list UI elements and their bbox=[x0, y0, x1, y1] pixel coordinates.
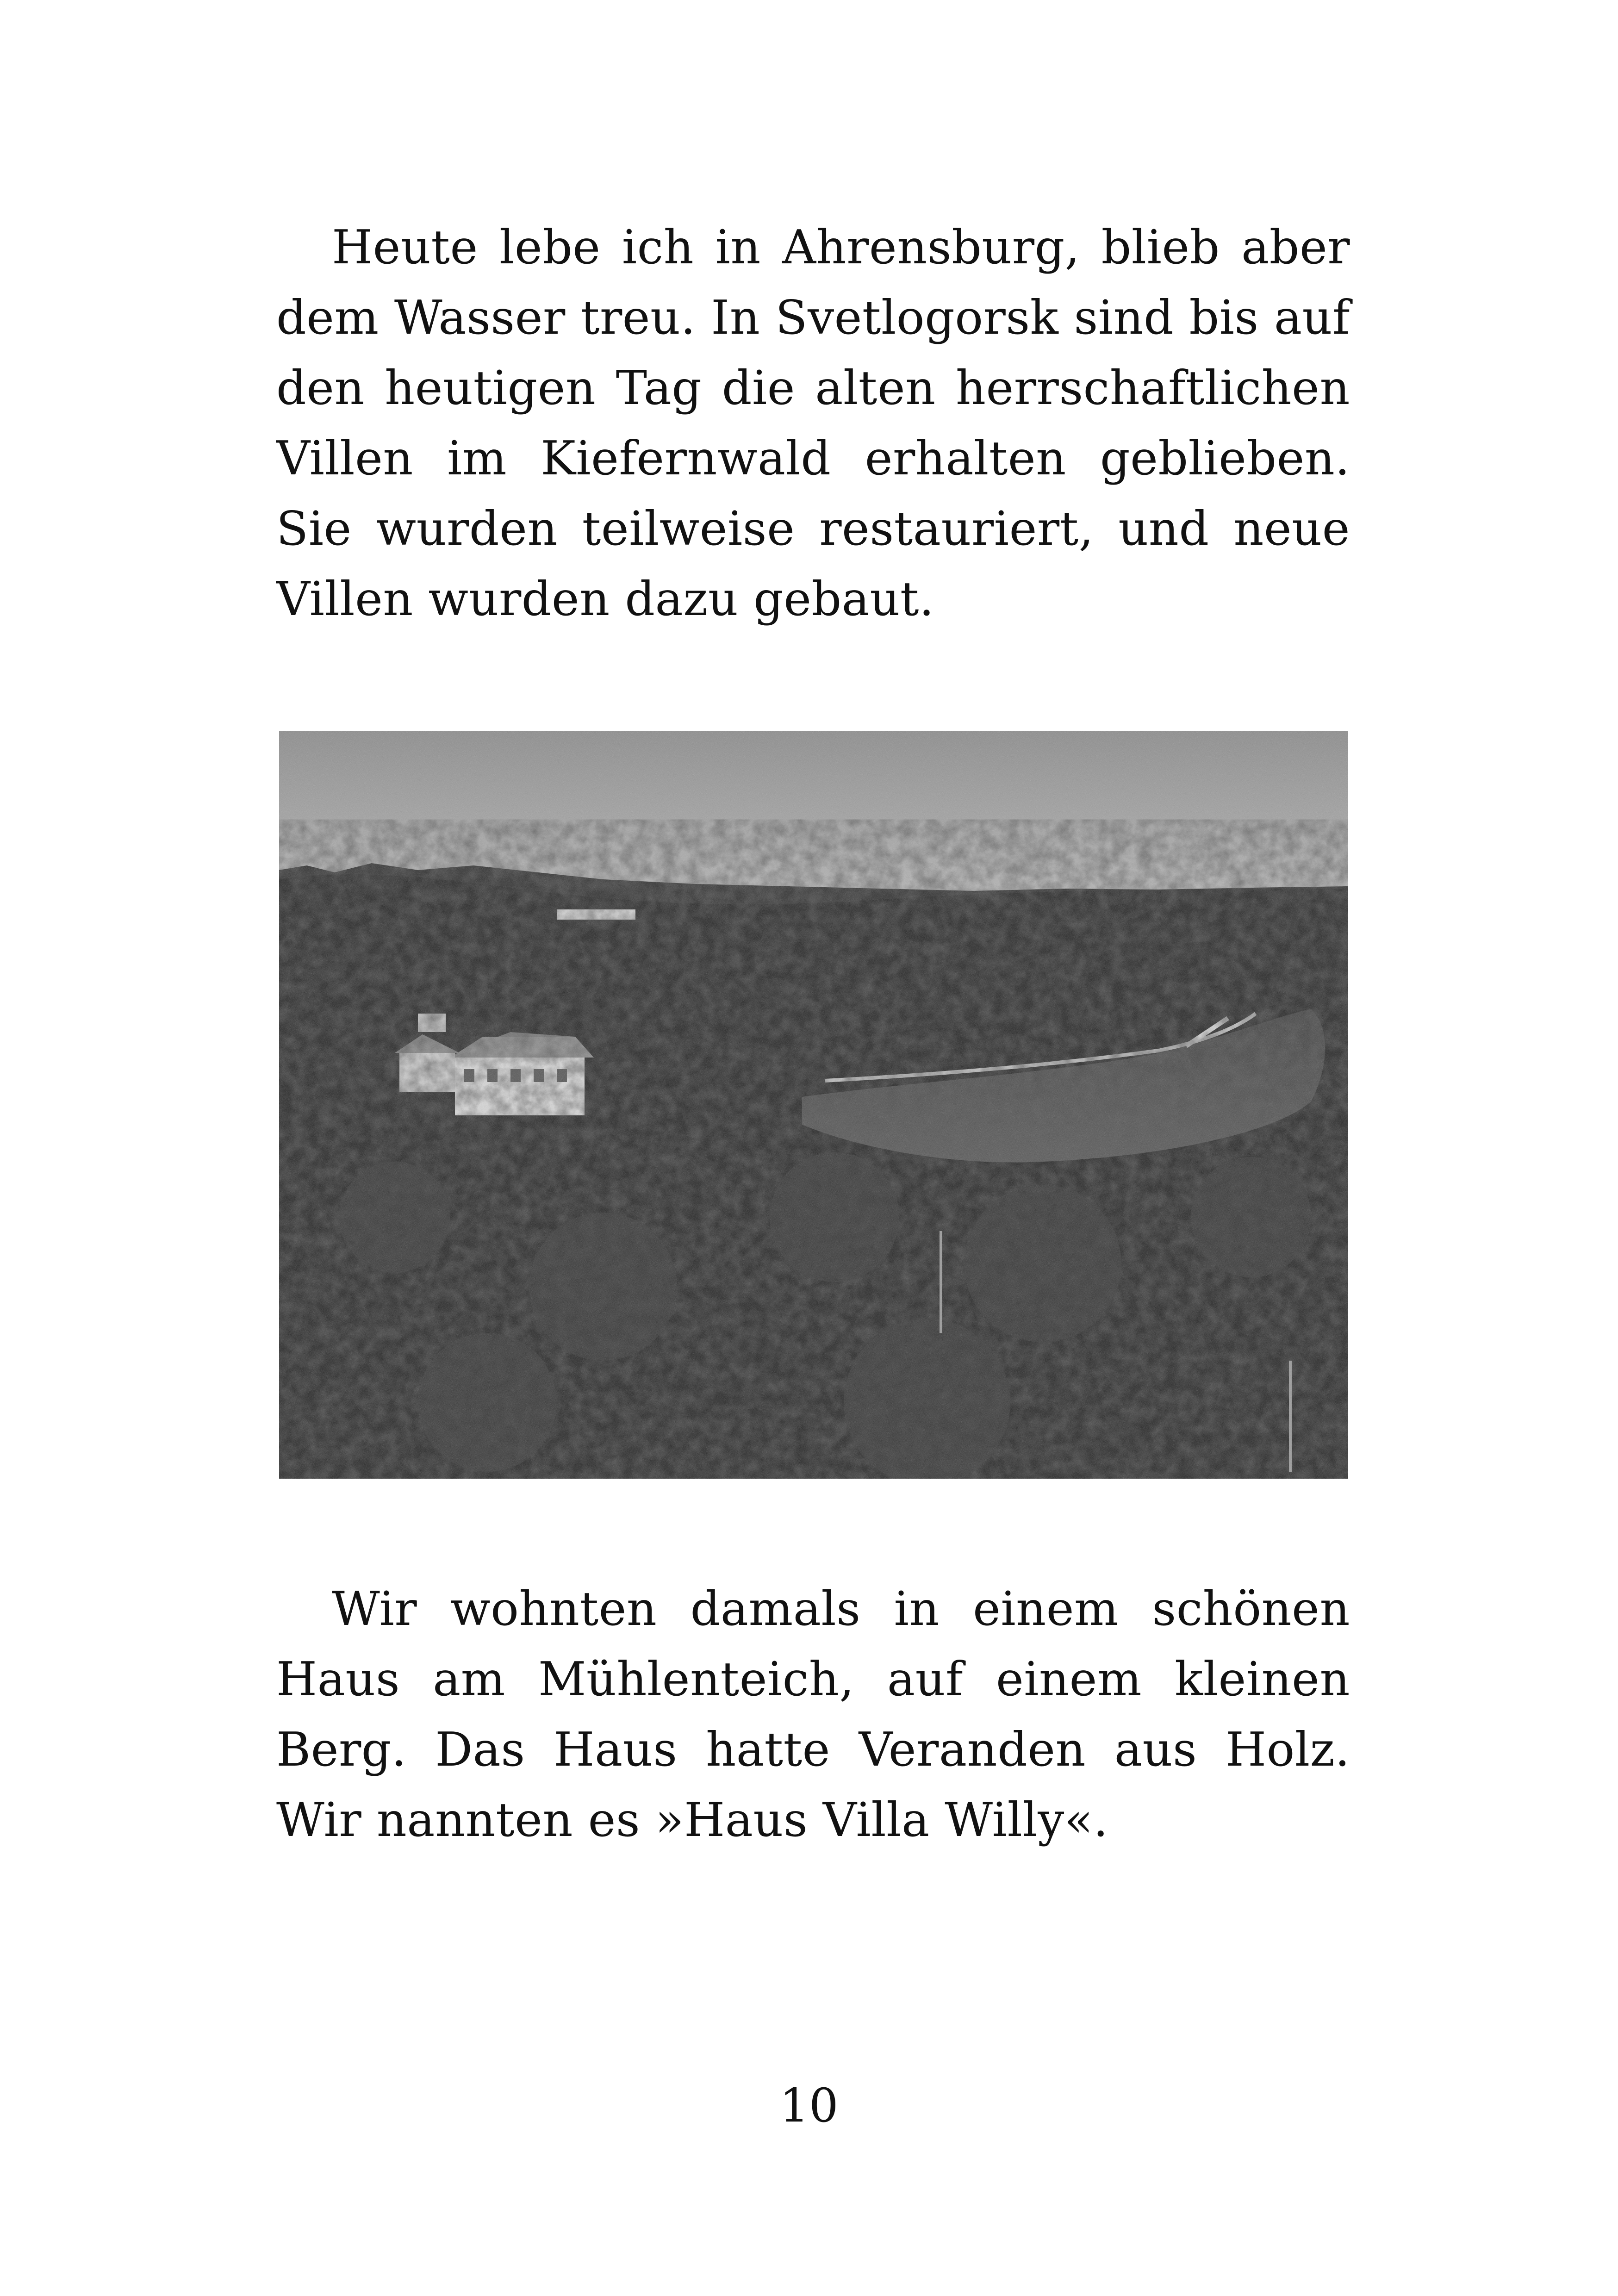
page-number: 10 bbox=[779, 2078, 839, 2133]
paragraph-2: Wir wohnten damals in einem schönen Haus am Mühlenteich, auf einem kleinen Berg. Das Haus hatte Veranden aus Holz. Wir nannten es »Haus Villa Willy«. bbox=[276, 1581, 1350, 1847]
photo-illustration bbox=[279, 731, 1348, 1479]
paragraph-1: Heute lebe ich in Ahrensburg, blieb aber dem Wasser treu. In Svetlogorsk sind bis auf den heutigen Tag die alten herrschaftlichen Villen im Kiefernwald erhalten geblieben. Sie wurden teilweise restauriert, und neue Villen wurden dazu gebaut. bbox=[276, 220, 1350, 626]
landscape-photo bbox=[279, 731, 1348, 1479]
